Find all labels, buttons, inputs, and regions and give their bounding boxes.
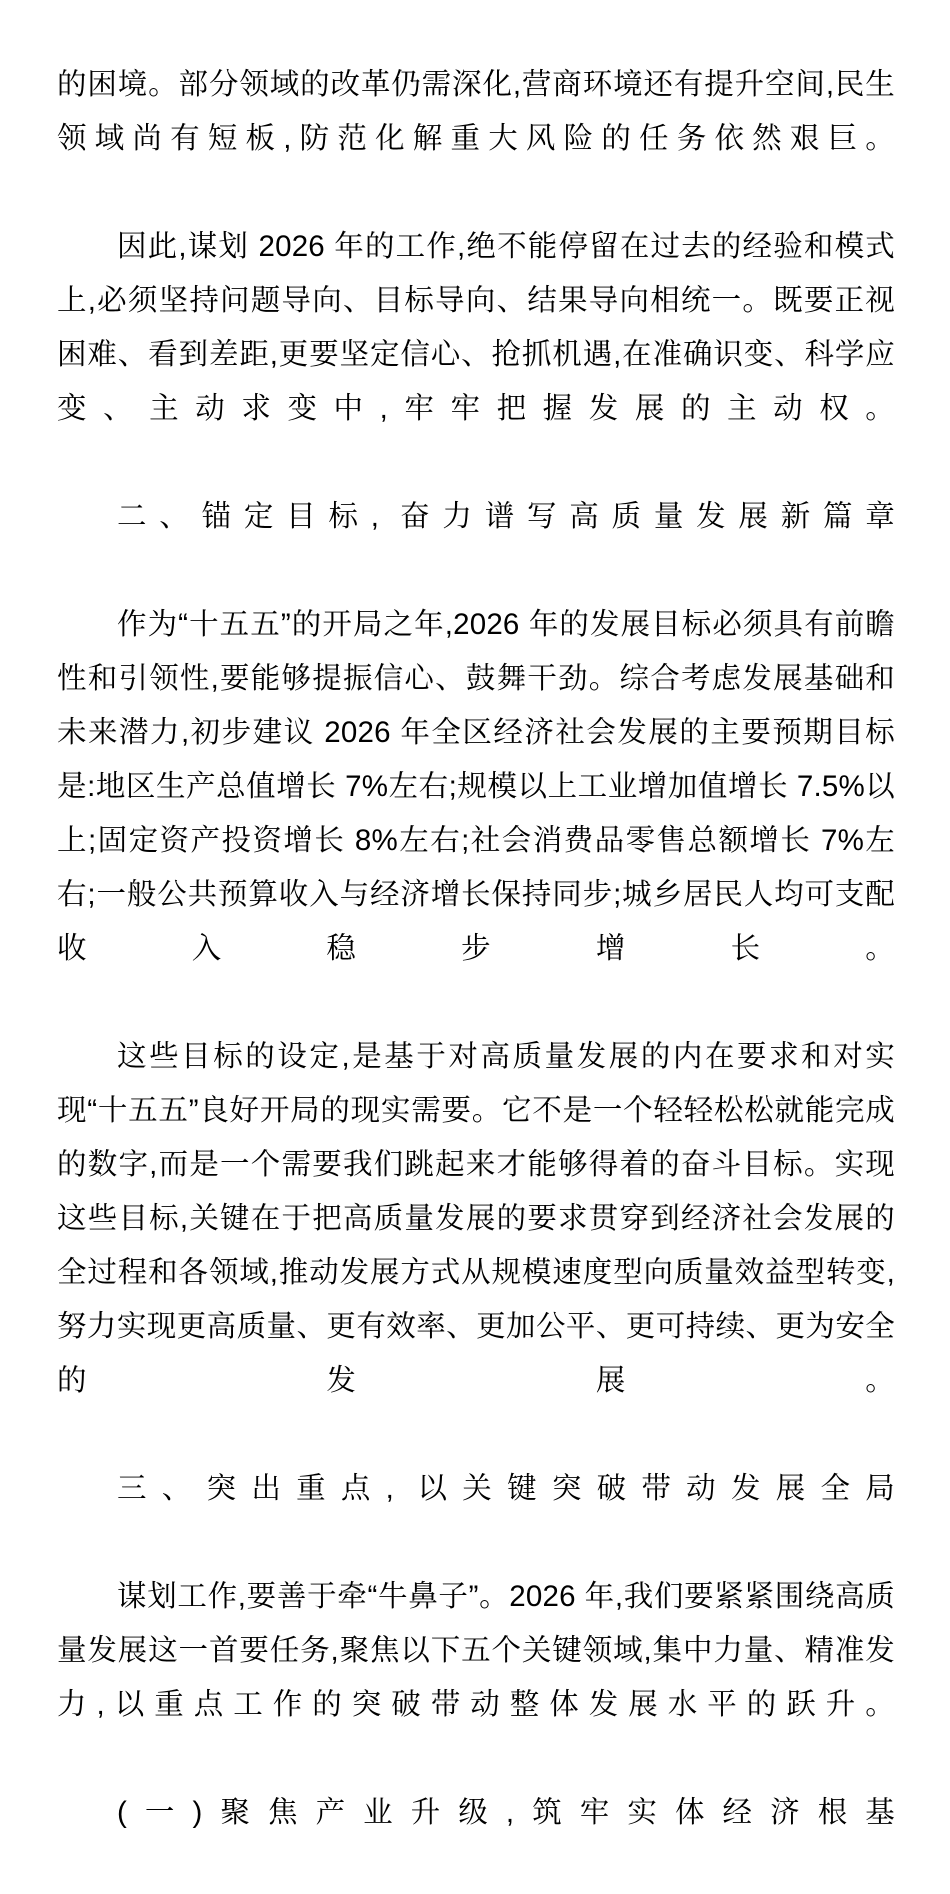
paragraph-continuation-difficulties: 的困境。部分领域的改革仍需深化,营商环境还有提升空间,民生领域尚有短板,防范化解重大风险的任务依然艰巨。 xyxy=(57,68,895,155)
paragraph-goal-rationale: 这些目标的设定,是基于对高质量发展的内在要求和对实现“十五五”良好开局的现实需要。它不是一个轻轻松松就能完成的数字,而是一个需要我们跳起来才能够得着的奋斗目标。实现这些目标,关键在于把高质量发展的要求贯穿到经济社会发展的全过程和各领域,推动发展方式从规模速度型向质量效益型转变,努力实现更高质量、更有效率、更加公平、更可持续、更为安全的发展。 xyxy=(57,1040,895,1397)
document-body xyxy=(57,58,895,1894)
paragraph-therefore-2026-planning: 因此,谋划 2026 年的工作,绝不能停留在过去的经验和模式上,必须坚持问题导向、目标导向、结果导向相统一。既要正视困难、看到差距,更要坚定信心、抢抓机遇,在准确识变、科学应变、主动求变中,牢牢把握发展的主动权。 xyxy=(57,230,895,425)
subsection-heading-one: (一)聚焦产业升级,筑牢实体经济根基 xyxy=(117,1796,895,1829)
paragraph-key-breakthrough: 谋划工作,要善于牵“牛鼻子”。2026 年,我们要紧紧围绕高质量发展这一首要任务,聚焦以下五个关键领域,集中力量、精准发力,以重点工作的突破带动整体发展水平的跃升。 xyxy=(57,1580,895,1721)
section-heading-three: 三、突出重点, 以关键突破带动发展全局 xyxy=(117,1472,895,1505)
section-heading-two: 二、锚定目标, 奋力谱写高质量发展新篇章 xyxy=(117,500,895,533)
paragraph-fifteen-five-opening-year: 作为“十五五”的开局之年,2026 年的发展目标必须具有前瞻性和引领性,要能够提振信心、鼓舞干劲。综合考虑发展基础和未来潜力,初步建议 2026 年全区经济社会发展的主要预期目标是:地区生产总值增长 7%左右;规模以上工业增加值增长 7.5%以上;固定资产投资增长 8%左右;社会消费品零售总额增长 7%左右;一般公共预算收入与经济增长保持同步;城乡居民人均可支配收入稳步增长。 xyxy=(57,608,895,965)
